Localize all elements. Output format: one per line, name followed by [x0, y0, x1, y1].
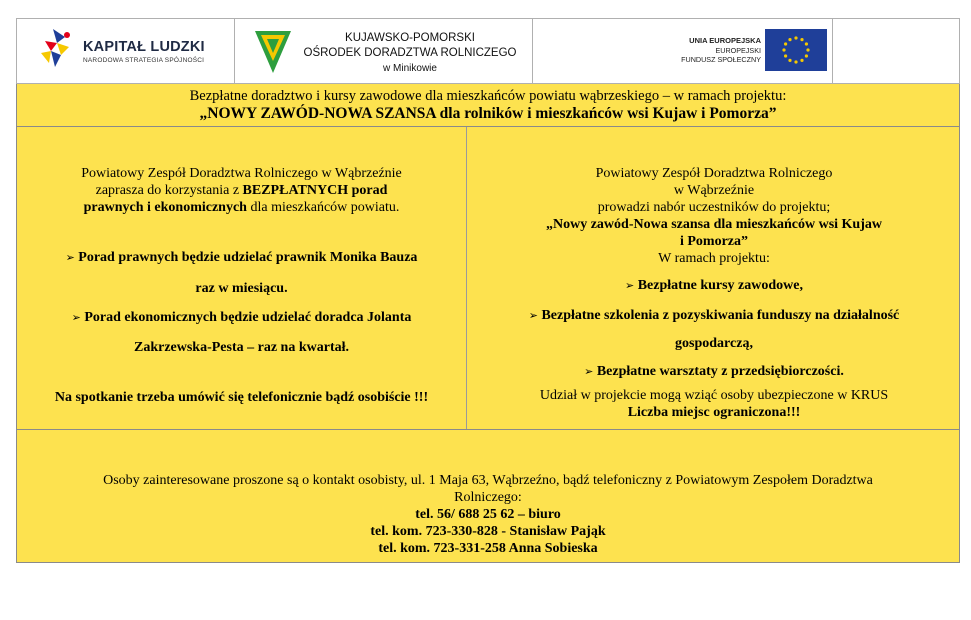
contact-phone-pajak: tel. kom. 723-330-828 - Stanisław Pająk	[370, 524, 606, 539]
right-line-8: Liczba miejsc ograniczona!!!	[627, 405, 801, 420]
ue-line3: FUNDUSZ SPOŁECZNY	[681, 55, 761, 64]
left-bullet-1	[17, 249, 466, 266]
right-bullet-1	[467, 277, 961, 294]
odr-emblem	[255, 31, 291, 73]
logo-bar	[16, 18, 960, 84]
contact-phone-sobieska: tel. kom. 723-331-258 Anna Sobieska	[378, 541, 598, 556]
odr-line2: OŚRODEK DORADZTWA ROLNICZEGO	[303, 47, 517, 59]
bullet-arrow-icon: ➢	[584, 365, 594, 378]
right-line-7: Udział w projekcie mogą wziąć osoby ubezpieczone w KRUS	[539, 388, 889, 403]
contact-line-2: Rolniczego:	[454, 490, 522, 505]
contact-phone-office: tel. 56/ 688 25 62 – biuro	[415, 507, 561, 522]
project-title: „NOWY ZAWÓD-NOWA SZANSA dla rolników i mieszkańców wsi Kujaw i Pomorza”	[199, 105, 777, 122]
left-bullet-1b: raz w miesiącu.	[195, 281, 288, 296]
right-bullet-3-text: Bezpłatne warsztaty z przedsiębiorczości.	[596, 364, 844, 379]
project-header	[16, 84, 960, 127]
right-line-6: W ramach projektu:	[658, 251, 770, 266]
leaflet	[16, 18, 960, 563]
left-intro-3a: prawnych i ekonomicznych	[83, 200, 247, 215]
bullet-arrow-icon: ➢	[625, 279, 635, 292]
left-bullet-2b: Zakrzewska-Pesta – raz na kwartał.	[133, 340, 350, 355]
right-bullet-2-text: Bezpłatne szkolenia z pozyskiwania funduszy na działalność	[541, 308, 900, 323]
bullet-arrow-icon: ➢	[71, 311, 81, 324]
right-line-3: prowadzi nabór uczestników do projektu;	[597, 200, 831, 215]
info-section	[16, 127, 960, 430]
left-intro-2b: BEZPŁATNYCH porad	[242, 183, 388, 198]
ue-logo	[533, 19, 833, 83]
right-line-1: Powiatowy Zespół Doradztwa Rolniczego	[595, 166, 833, 181]
ue-line2: EUROPEJSKI	[715, 45, 761, 55]
ue-text	[659, 36, 761, 65]
right-bullet-1-text: Bezpłatne kursy zawodowe,	[637, 278, 803, 293]
bullet-arrow-icon: ➢	[528, 309, 538, 322]
contact-line-1: Osoby zainteresowane proszone są o kontakt osobisty, ul. 1 Maja 63, Wąbrzeźno, bądź telefoniczny z Powiatowym Zespołem Doradztwa	[103, 473, 873, 488]
right-line-4: „Nowy zawód-Nowa szansa dla mieszkańców wsi Kujaw	[545, 217, 882, 232]
left-intro-1: Powiatowy Zespół Doradztwa Rolniczego w Wąbrzeźnie	[81, 166, 402, 181]
contact-section	[16, 430, 960, 563]
kapital-ludzki-logo	[17, 19, 235, 83]
left-intro-2	[17, 182, 466, 199]
left-bullet-1a: Porad prawnych będzie udzielać prawnik Monika Bauza	[78, 250, 418, 265]
right-bullet-3	[467, 363, 961, 380]
left-intro-3	[17, 199, 466, 216]
odr-logo	[235, 19, 533, 83]
right-bullet-2b: gospodarczą,	[675, 336, 753, 351]
odr-line1: KUJAWSKO-POMORSKI	[345, 32, 475, 44]
odr-name	[295, 31, 525, 76]
right-bullet-2	[467, 307, 961, 324]
appointment-note: Na spotkanie trzeba umówić się telefonicznie bądź osobiście !!!	[54, 390, 429, 405]
kapital-ludzki-subtitle: NARODOWA STRATEGIA SPÓJNOŚCI	[83, 57, 205, 64]
left-intro-2a: zaprasza do korzystania z	[95, 183, 243, 198]
odr-line3: w Minikowie	[383, 63, 437, 74]
right-line-5: i Pomorza”	[679, 234, 749, 249]
right-line-2: w Wąbrzeźnie	[673, 183, 755, 198]
bullet-arrow-icon: ➢	[65, 251, 75, 264]
left-bullet-2a: Porad ekonomicznych będzie udzielać doradca Jolanta	[84, 310, 412, 325]
left-bullet-2	[17, 309, 466, 326]
project-intro: Bezpłatne doradztwo i kursy zawodowe dla mieszkańców powiatu wąbrzeskiego – w ramach projektu:	[189, 88, 787, 104]
eu-flag-icon	[765, 29, 827, 71]
left-intro-3b: dla mieszkańców powiatu.	[246, 200, 400, 215]
kapital-ludzki-emblem	[39, 27, 77, 73]
kapital-ludzki-title: KAPITAŁ LUDZKI	[83, 39, 205, 55]
ue-line1: UNIA EUROPEJSKA	[689, 36, 761, 45]
